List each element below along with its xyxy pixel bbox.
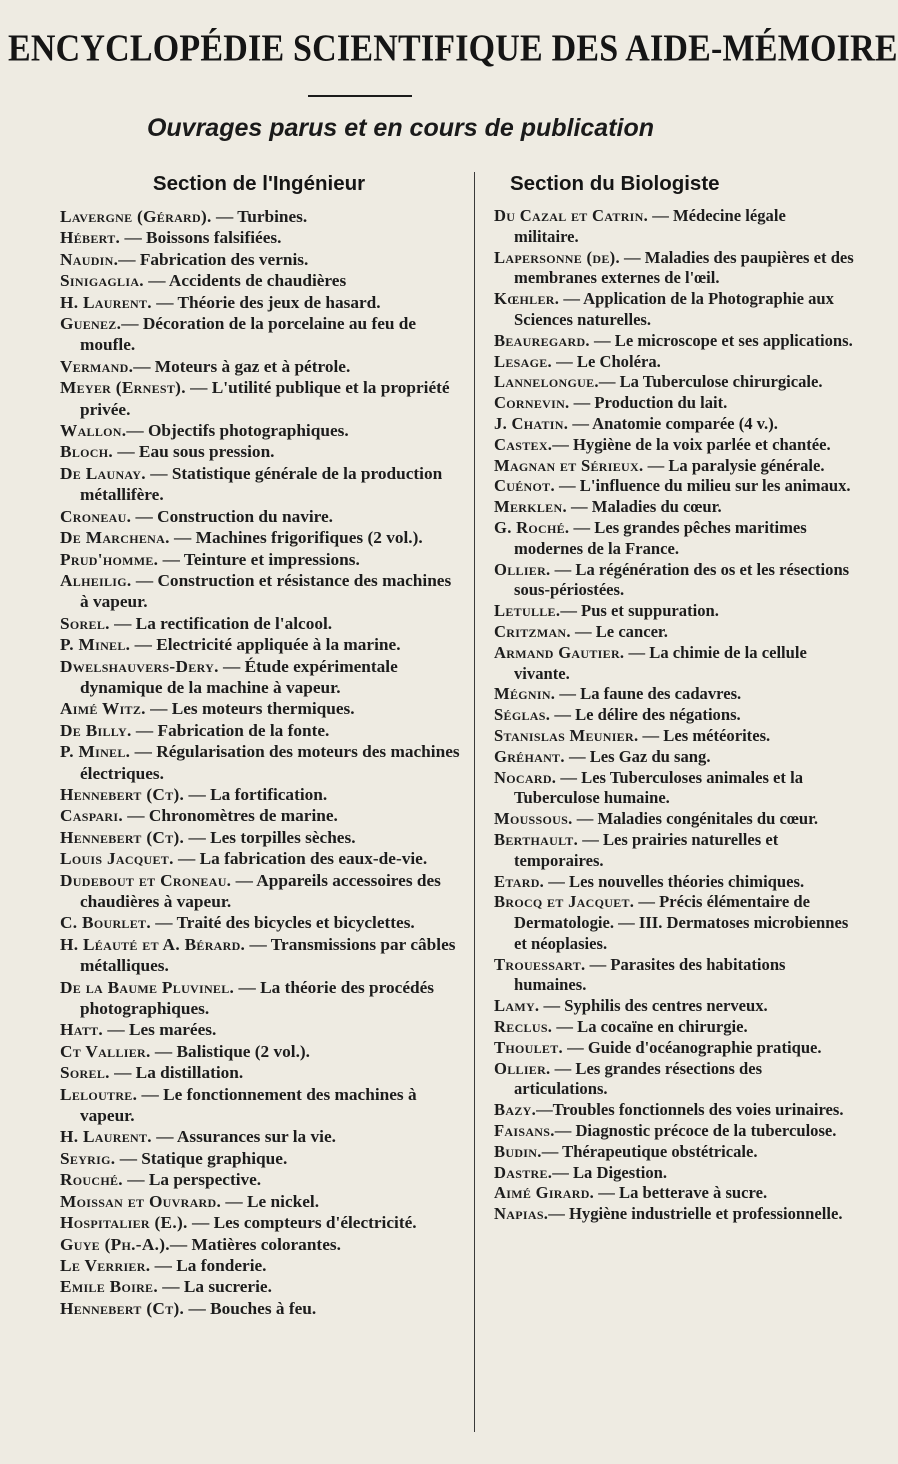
book-title: — La Digestion. [552, 1162, 668, 1182]
book-title: — Les compteurs d'électricité. [187, 1213, 417, 1233]
book-entry [60, 1084, 462, 1127]
book-title: — Electricité appliquée à la marine. [130, 635, 401, 655]
book-author: Dudebout et Croneau. [60, 870, 232, 890]
engineer-book-list [60, 206, 462, 1319]
book-entry [494, 1142, 854, 1163]
book-entry [494, 955, 854, 997]
book-entry [494, 830, 854, 872]
book-entry [60, 206, 462, 227]
book-title: — Les prairies naturelles et temporaires. [514, 829, 779, 870]
book-title: — Les nouvelles théories chimiques. [544, 871, 805, 891]
book-author: Brocq et Jacquet. [494, 892, 635, 912]
book-author: Leloutre. [60, 1084, 138, 1104]
book-entry [60, 1062, 462, 1083]
book-author: Dwelshauvers-Dery. [60, 656, 219, 676]
book-author: Castex. [494, 434, 553, 454]
book-author: Moussous. [494, 809, 573, 829]
book-author: Berthault. [494, 829, 579, 849]
book-title: — L'utilité publique et la propriété privée. [80, 378, 450, 419]
book-author: Rouché. [60, 1170, 123, 1190]
book-author: De Launay. [60, 463, 146, 483]
book-author: Hennebert (Ct). [60, 827, 185, 847]
engineer-section [60, 172, 462, 1319]
book-title: — Guide d'océanographie pratique. [562, 1037, 822, 1057]
book-author: Armand Gautier. [494, 642, 625, 662]
book-entry [60, 549, 462, 570]
book-title: — Régularisation des moteurs des machines électriques. [80, 742, 460, 783]
book-entry [60, 1255, 462, 1276]
book-author: Lannelongue. [494, 372, 599, 392]
book-author: Wallon. [60, 421, 127, 441]
book-title: — Le cancer. [570, 621, 668, 641]
book-author: P. Minel. [60, 635, 131, 655]
page-title: ENCYCLOPÉDIE SCIENTIFIQUE DES AIDE-MÉMOIRE [8, 28, 898, 70]
book-author: Budin. [494, 1141, 542, 1161]
book-entry [60, 870, 462, 913]
book-author: Aimé Girard. [494, 1183, 595, 1203]
book-entry [60, 613, 462, 634]
book-author: H. Laurent. [60, 1127, 152, 1147]
book-author: Gréhant. [494, 746, 565, 766]
book-author: Thoulet. [494, 1037, 563, 1057]
book-entry [494, 206, 854, 248]
book-title: — La paralysie générale. [643, 455, 825, 475]
book-title: — Construction du navire. [131, 506, 334, 526]
book-entry [60, 848, 462, 869]
book-entry [60, 527, 462, 548]
book-author: Kœhler. [494, 289, 560, 309]
book-title: — Le Choléra. [552, 351, 661, 371]
book-author: Sinigaglia. [60, 271, 144, 291]
book-entry [494, 476, 854, 497]
book-author: H. Laurent. [60, 292, 152, 312]
book-author: Cornevin. [494, 393, 570, 413]
book-author: Lesage. [494, 351, 552, 371]
book-entry [494, 289, 854, 331]
book-title: — Chronomètres de marine. [122, 806, 338, 826]
book-title: — Application de la Photographie aux Sciences naturelles. [514, 289, 834, 329]
book-title: — Parasites des habitations humaines. [514, 954, 786, 995]
book-entry [494, 414, 854, 435]
book-title: — La fortification. [184, 784, 328, 804]
book-author: Louis Jacquet. [60, 849, 174, 869]
book-title: — Statistique générale de la production métallifère. [80, 463, 443, 505]
book-title: — Le nickel. [221, 1191, 320, 1211]
book-title: — La perspective. [122, 1170, 262, 1190]
book-title: — Maladies congénitales du cœur. [572, 809, 819, 829]
column-divider [474, 172, 475, 1432]
book-author: De Billy. [60, 720, 132, 740]
book-title: — Théorie des jeux de hasard. [151, 292, 381, 312]
book-entry [494, 601, 854, 622]
book-entry [60, 698, 462, 719]
book-entry [494, 393, 854, 414]
book-entry [494, 643, 854, 685]
book-entry [494, 892, 854, 954]
book-author: Napias. [494, 1204, 549, 1224]
book-title: — Étude expérimentale dynamique de la machine à vapeur. [80, 656, 398, 697]
book-entry [494, 372, 854, 393]
book-entry [60, 1234, 462, 1255]
page-subtitle: Ouvrages parus et en cours de publication [146, 114, 655, 142]
book-author: Caspari. [60, 806, 123, 826]
book-title: —Troubles fonctionnels des voies urinaires. [536, 1100, 844, 1120]
book-entry [60, 656, 462, 699]
book-title: — La théorie des procédés photographiques. [80, 977, 435, 1019]
book-author: Merklen. [494, 497, 567, 517]
book-entry [494, 1183, 854, 1204]
book-author: Hatt. [60, 1020, 104, 1040]
book-entry [60, 420, 462, 441]
book-entry [494, 560, 854, 602]
book-title: — Médecine légale militaire. [514, 206, 786, 246]
book-entry [494, 518, 854, 560]
book-author: Moissan et Ouvrard. [60, 1191, 222, 1211]
book-title: — Fabrication des vernis. [118, 249, 309, 269]
book-author: Hennebert (Ct). [60, 784, 185, 804]
book-author: Prud'homme. [60, 549, 159, 569]
book-title: — Construction et résistance des machines à vapeur. [80, 570, 452, 612]
book-entry [60, 292, 462, 313]
book-title: — Hygiène de la voix parlée et chantée. [552, 434, 831, 454]
book-title: — Le microscope et ses applications. [589, 330, 853, 350]
book-entry [60, 570, 462, 613]
book-author: Lapersonne (de). [494, 247, 620, 267]
book-entry [60, 313, 462, 356]
book-title: — La régénération des os et les résections sous-périostées. [514, 559, 850, 600]
book-author: Guye (Ph.-A.). [60, 1234, 170, 1254]
book-entry [60, 1212, 462, 1233]
book-title: — Machines frigorifiques (2 vol.). [169, 528, 423, 548]
book-title: — La fabrication des eaux-de-vie. [173, 849, 428, 869]
book-entry [60, 634, 462, 655]
book-author: Letulle. [494, 601, 561, 621]
book-entry [494, 456, 854, 477]
book-title: — Pus et suppuration. [560, 601, 719, 621]
book-author: Guenez. [60, 314, 122, 334]
book-author: Dastre. [494, 1162, 553, 1182]
book-author: Alheilig. [60, 570, 132, 590]
book-entry [60, 1298, 462, 1319]
book-entry [60, 249, 462, 270]
book-author: Lavergne (Gérard). [60, 207, 212, 226]
book-entry [494, 747, 854, 768]
book-entry [494, 497, 854, 518]
book-author: Vermand. [60, 356, 134, 376]
book-author: Sorel. [60, 613, 110, 633]
book-title: — La chimie de la cellule vivante. [514, 642, 807, 683]
book-entry [494, 684, 854, 705]
book-title: — Turbines. [211, 207, 308, 226]
book-title: — Production du lait. [569, 393, 728, 413]
section-heading-biologist: Section du Biologiste [510, 172, 720, 195]
book-author: Stanislas Meunier. [494, 725, 639, 745]
book-title: — Boissons falsifiées. [120, 228, 282, 248]
book-entry [60, 506, 462, 527]
book-author: Hennebert (Ct). [60, 1298, 185, 1318]
book-entry [494, 809, 854, 830]
book-author: Le Verrier. [60, 1255, 151, 1275]
book-entry [60, 720, 462, 741]
book-author: Emile Boire. [60, 1277, 158, 1297]
book-title: — Les moteurs thermiques. [145, 699, 355, 719]
book-entry [494, 872, 854, 893]
book-title: — La faune des cadavres. [555, 684, 742, 704]
book-title: — Thérapeutique obstétricale. [541, 1141, 758, 1161]
book-author: Seyrig. [60, 1148, 116, 1168]
book-title: — Accidents de chaudières [143, 271, 347, 291]
book-title: — Les grandes résections des articulations. [514, 1058, 763, 1099]
book-author: Ct Vallier. [60, 1041, 151, 1061]
book-author: C. Bourlet. [60, 913, 151, 933]
section-heading-engineer: Section de l'Ingénieur [152, 172, 366, 195]
book-author: J. Chatin. [494, 413, 569, 433]
book-author: De la Baume Pluvinel. [60, 977, 235, 997]
book-title: — La distillation. [109, 1063, 244, 1083]
book-entry [60, 934, 462, 977]
book-title: — Traité des bicycles et bicyclettes. [150, 913, 415, 933]
book-author: Etard. [494, 871, 545, 891]
book-entry [494, 622, 854, 643]
book-title: — Les torpilles sèches. [184, 827, 356, 847]
book-title: — Le fonctionnement des machines à vapeur. [80, 1084, 417, 1126]
book-author: Cuénot. [494, 476, 555, 496]
book-entry [494, 352, 854, 373]
book-author: Nocard. [494, 767, 557, 787]
book-entry [60, 805, 462, 826]
book-entry [494, 726, 854, 747]
book-entry [60, 912, 462, 933]
book-entry [60, 1126, 462, 1147]
book-title: — Le délire des négations. [550, 705, 741, 725]
book-entry [60, 1148, 462, 1169]
book-title: — La sucrerie. [157, 1277, 272, 1297]
book-title: — Bouches à feu. [184, 1298, 317, 1318]
book-author: P. Minel. [60, 742, 131, 762]
book-title: — Diagnostic précoce de la tuberculose. [554, 1121, 837, 1141]
book-entry [60, 1041, 462, 1062]
book-title: — La cocaïne en chirurgie. [552, 1017, 748, 1037]
book-title: — Assurances sur la vie. [151, 1127, 336, 1147]
book-entry [60, 1169, 462, 1190]
book-entry [60, 1276, 462, 1297]
book-entry [494, 1017, 854, 1038]
book-entry [494, 1100, 854, 1121]
book-entry [60, 1019, 462, 1040]
book-entry [60, 827, 462, 848]
book-author: Ollier. [494, 1058, 551, 1078]
book-entry [60, 441, 462, 462]
book-title: — La betterave à sucre. [594, 1183, 768, 1203]
book-entry [494, 1038, 854, 1059]
biologist-book-list [494, 206, 854, 1225]
book-title: — La fonderie. [150, 1255, 267, 1275]
book-entry [494, 768, 854, 810]
book-entry [60, 356, 462, 377]
title-divider [308, 95, 412, 97]
book-title: — Les météorites. [638, 725, 771, 745]
book-entry [494, 1163, 854, 1184]
book-entry [60, 227, 462, 248]
book-title: — Syphilis des centres nerveux. [539, 996, 768, 1016]
book-title: — Hygiène industrielle et professionnelle. [548, 1204, 843, 1224]
book-title: — Statique graphique. [115, 1148, 288, 1168]
book-entry [60, 741, 462, 784]
book-title: — Balistique (2 vol.). [150, 1041, 310, 1061]
book-author: Aimé Witz. [60, 699, 146, 719]
book-entry [60, 463, 462, 506]
book-author: H. Léauté et A. Bérard. [60, 934, 246, 954]
book-title: — L'influence du milieu sur les animaux. [554, 476, 851, 496]
book-title: — La rectification de l'alcool. [109, 613, 333, 633]
book-author: Trouessart. [494, 954, 586, 974]
book-author: Du Cazal et Catrin. [494, 206, 649, 225]
book-title: — Transmissions par câbles métalliques. [80, 934, 456, 976]
book-title: — Objectifs photographiques. [126, 421, 349, 441]
book-author: Critzman. [494, 621, 571, 641]
book-title: — Les Gaz du sang. [564, 746, 711, 766]
book-entry [60, 977, 462, 1020]
book-author: Mégnin. [494, 684, 556, 704]
book-author: Reclus. [494, 1017, 553, 1037]
book-author: Bloch. [60, 442, 113, 462]
book-author: Croneau. [60, 506, 132, 526]
book-author: Ollier. [494, 559, 551, 579]
book-author: Séglas. [494, 705, 551, 725]
book-entry [60, 784, 462, 805]
book-title: — Maladies des paupières et des membranes externes de l'œil. [514, 247, 854, 288]
book-entry [494, 435, 854, 456]
book-title: — La Tuberculose chirurgicale. [598, 372, 823, 392]
book-title: — Moteurs à gaz et à pétrole. [133, 356, 351, 376]
book-entry [60, 1191, 462, 1212]
biologist-section [494, 172, 854, 1225]
book-title: — Les Tuberculoses animales et la Tuberculose humaine. [514, 767, 804, 808]
book-entry [494, 1204, 854, 1225]
book-entry [494, 248, 854, 290]
book-author: Magnan et Sérieux. [494, 455, 644, 475]
book-author: Sorel. [60, 1063, 110, 1083]
book-author: Hospitalier (E.). [60, 1213, 188, 1233]
book-author: Faisans. [494, 1121, 555, 1141]
book-entry [60, 270, 462, 291]
book-entry [494, 1059, 854, 1101]
book-author: De Marchena. [60, 528, 170, 548]
book-title: — Anatomie comparée (4 v.). [568, 413, 778, 433]
book-author: Lamy. [494, 996, 540, 1016]
book-title: — Les marées. [103, 1020, 217, 1040]
book-author: Hébert. [60, 228, 121, 248]
book-entry [494, 705, 854, 726]
book-title: — Matières colorantes. [169, 1234, 341, 1254]
book-title: — Les grandes pêches maritimes modernes de la France. [514, 517, 807, 558]
book-entry [60, 377, 462, 420]
book-title: — Eau sous pression. [113, 442, 275, 462]
book-title: — Maladies du cœur. [566, 497, 722, 517]
book-title: — Fabrication de la fonte. [131, 720, 330, 740]
book-author: Naudin. [60, 249, 119, 269]
book-title: — Décoration de la porcelaine au feu de moufle. [80, 314, 417, 355]
book-entry [494, 331, 854, 352]
book-entry [494, 996, 854, 1017]
book-author: Beauregard. [494, 330, 590, 350]
book-title: — Précis élémentaire de Dermatologie. — III. Dermatoses microbiennes et néoplasies. [514, 892, 849, 953]
book-title: — Appareils accessoires des chaudières à vapeur. [80, 870, 441, 911]
book-entry [494, 1121, 854, 1142]
book-author: Meyer (Ernest). [60, 378, 186, 398]
book-author: G. Roché. [494, 517, 570, 537]
book-author: Bazy. [494, 1100, 537, 1120]
book-title: — Teinture et impressions. [158, 549, 360, 569]
